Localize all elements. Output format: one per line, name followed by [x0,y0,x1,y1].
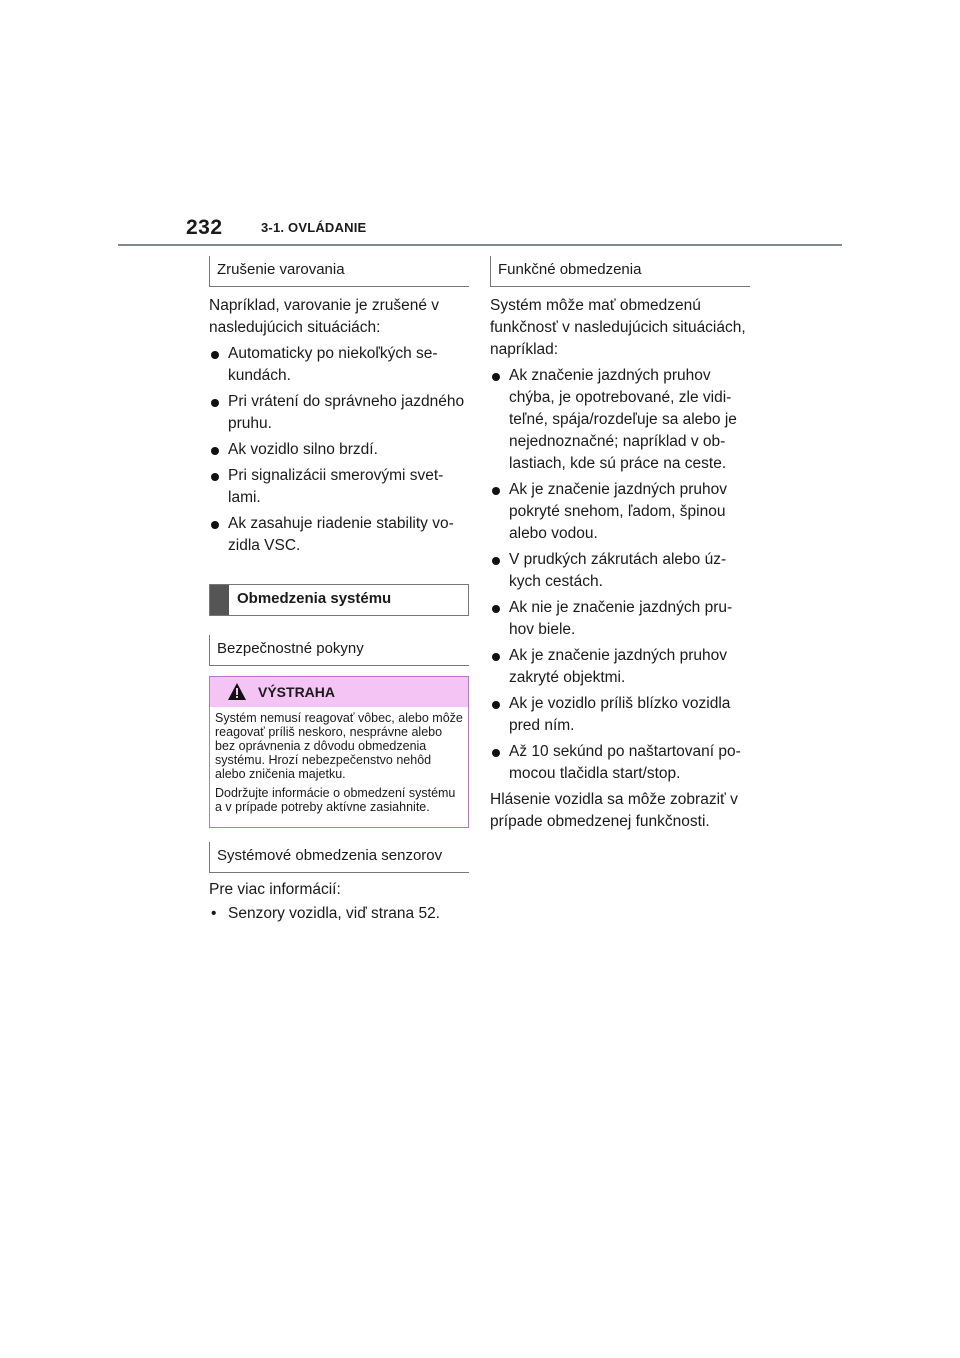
more-info-list [209,903,469,925]
header-rule [118,244,842,246]
list-item: Až 10 sekúnd po naštartovaní pomocou tlačidla start/stop. [490,741,750,785]
safety-heading: Bezpečnostné pokyny [209,635,469,666]
func-list [490,365,750,785]
list-item: Pri vrátení do správneho jazdného pruhu. [209,391,469,435]
closing-text: Hlásenie vozidla sa môže zobraziť v prípade obmedzenej funkčnosti. [490,791,738,830]
limits-heading: Obmedzenia systému [209,584,469,616]
heading-marker [210,585,229,615]
list-item: Pri signalizácii smerovými svetlami. [209,465,469,509]
list-item: • Senzory vozidla, viď strana 52. [211,905,440,922]
warning-text-1: Systém nemusí reagovať vôbec, alebo môže reagovať príliš neskoro, nesprávne alebo bez oprávnenia z dôvodu obmedzenia systému. Hrozí nebezpečenstvo nehôd alebo zničenia majetku. [215,711,463,781]
more-info-label: Pre viac informácií: [209,881,341,898]
cancel-heading: Zrušenie varovania [209,256,469,287]
warning-body [210,707,468,827]
warning-header [210,677,468,707]
warning-box [209,676,469,828]
func-heading: Funkčné obmedzenia [490,256,750,287]
right-column [490,256,750,833]
warning-text-2: Dodržujte informácie o obmedzení systému a v prípade potreby aktívne zasiahnite. [215,786,456,814]
list-item: V prudkých zákrutách alebo úzkych cestách. [490,549,750,593]
list-item: Ak zasahuje riadenie stability vozidla VSC. [209,513,469,557]
list-item: Automaticky po niekoľkých sekundách. [209,343,469,387]
cancel-list [209,343,469,557]
left-column [209,256,469,925]
cancel-intro: Napríklad, varovanie je zrušené v nasledujúcich situáciách: [209,297,440,336]
page-number: 232 [186,216,223,239]
sensor-heading: Systémové obmedzenia senzorov [209,842,469,873]
section-title: 3-1. OVLÁDANIE [261,220,367,235]
list-item: Ak je značenie jazdných pruhov pokryté snehom, ľadom, špinou alebo vodou. [490,479,750,545]
list-item: Ak značenie jazdných pruhov chýba, je opotrebované, zle viditeľné, spája/rozdeľuje sa alebo je nejednoznačné; napríklad v oblastiach, kde sú práce na ceste. [490,365,750,475]
func-intro: Systém môže mať obmedzenú funkčnosť v nasledujúcich situáciách, napríklad: [490,297,746,358]
list-item: Ak nie je značenie jazdných pruhov biele. [490,597,750,641]
list-item: Ak vozidlo silno brzdí. [209,439,469,461]
list-item: Ak je vozidlo príliš blízko vozidla pred ním. [490,693,750,737]
list-item: Ak je značenie jazdných pruhov zakryté objektmi. [490,645,750,689]
warning-title: VÝSTRAHA [258,684,336,700]
